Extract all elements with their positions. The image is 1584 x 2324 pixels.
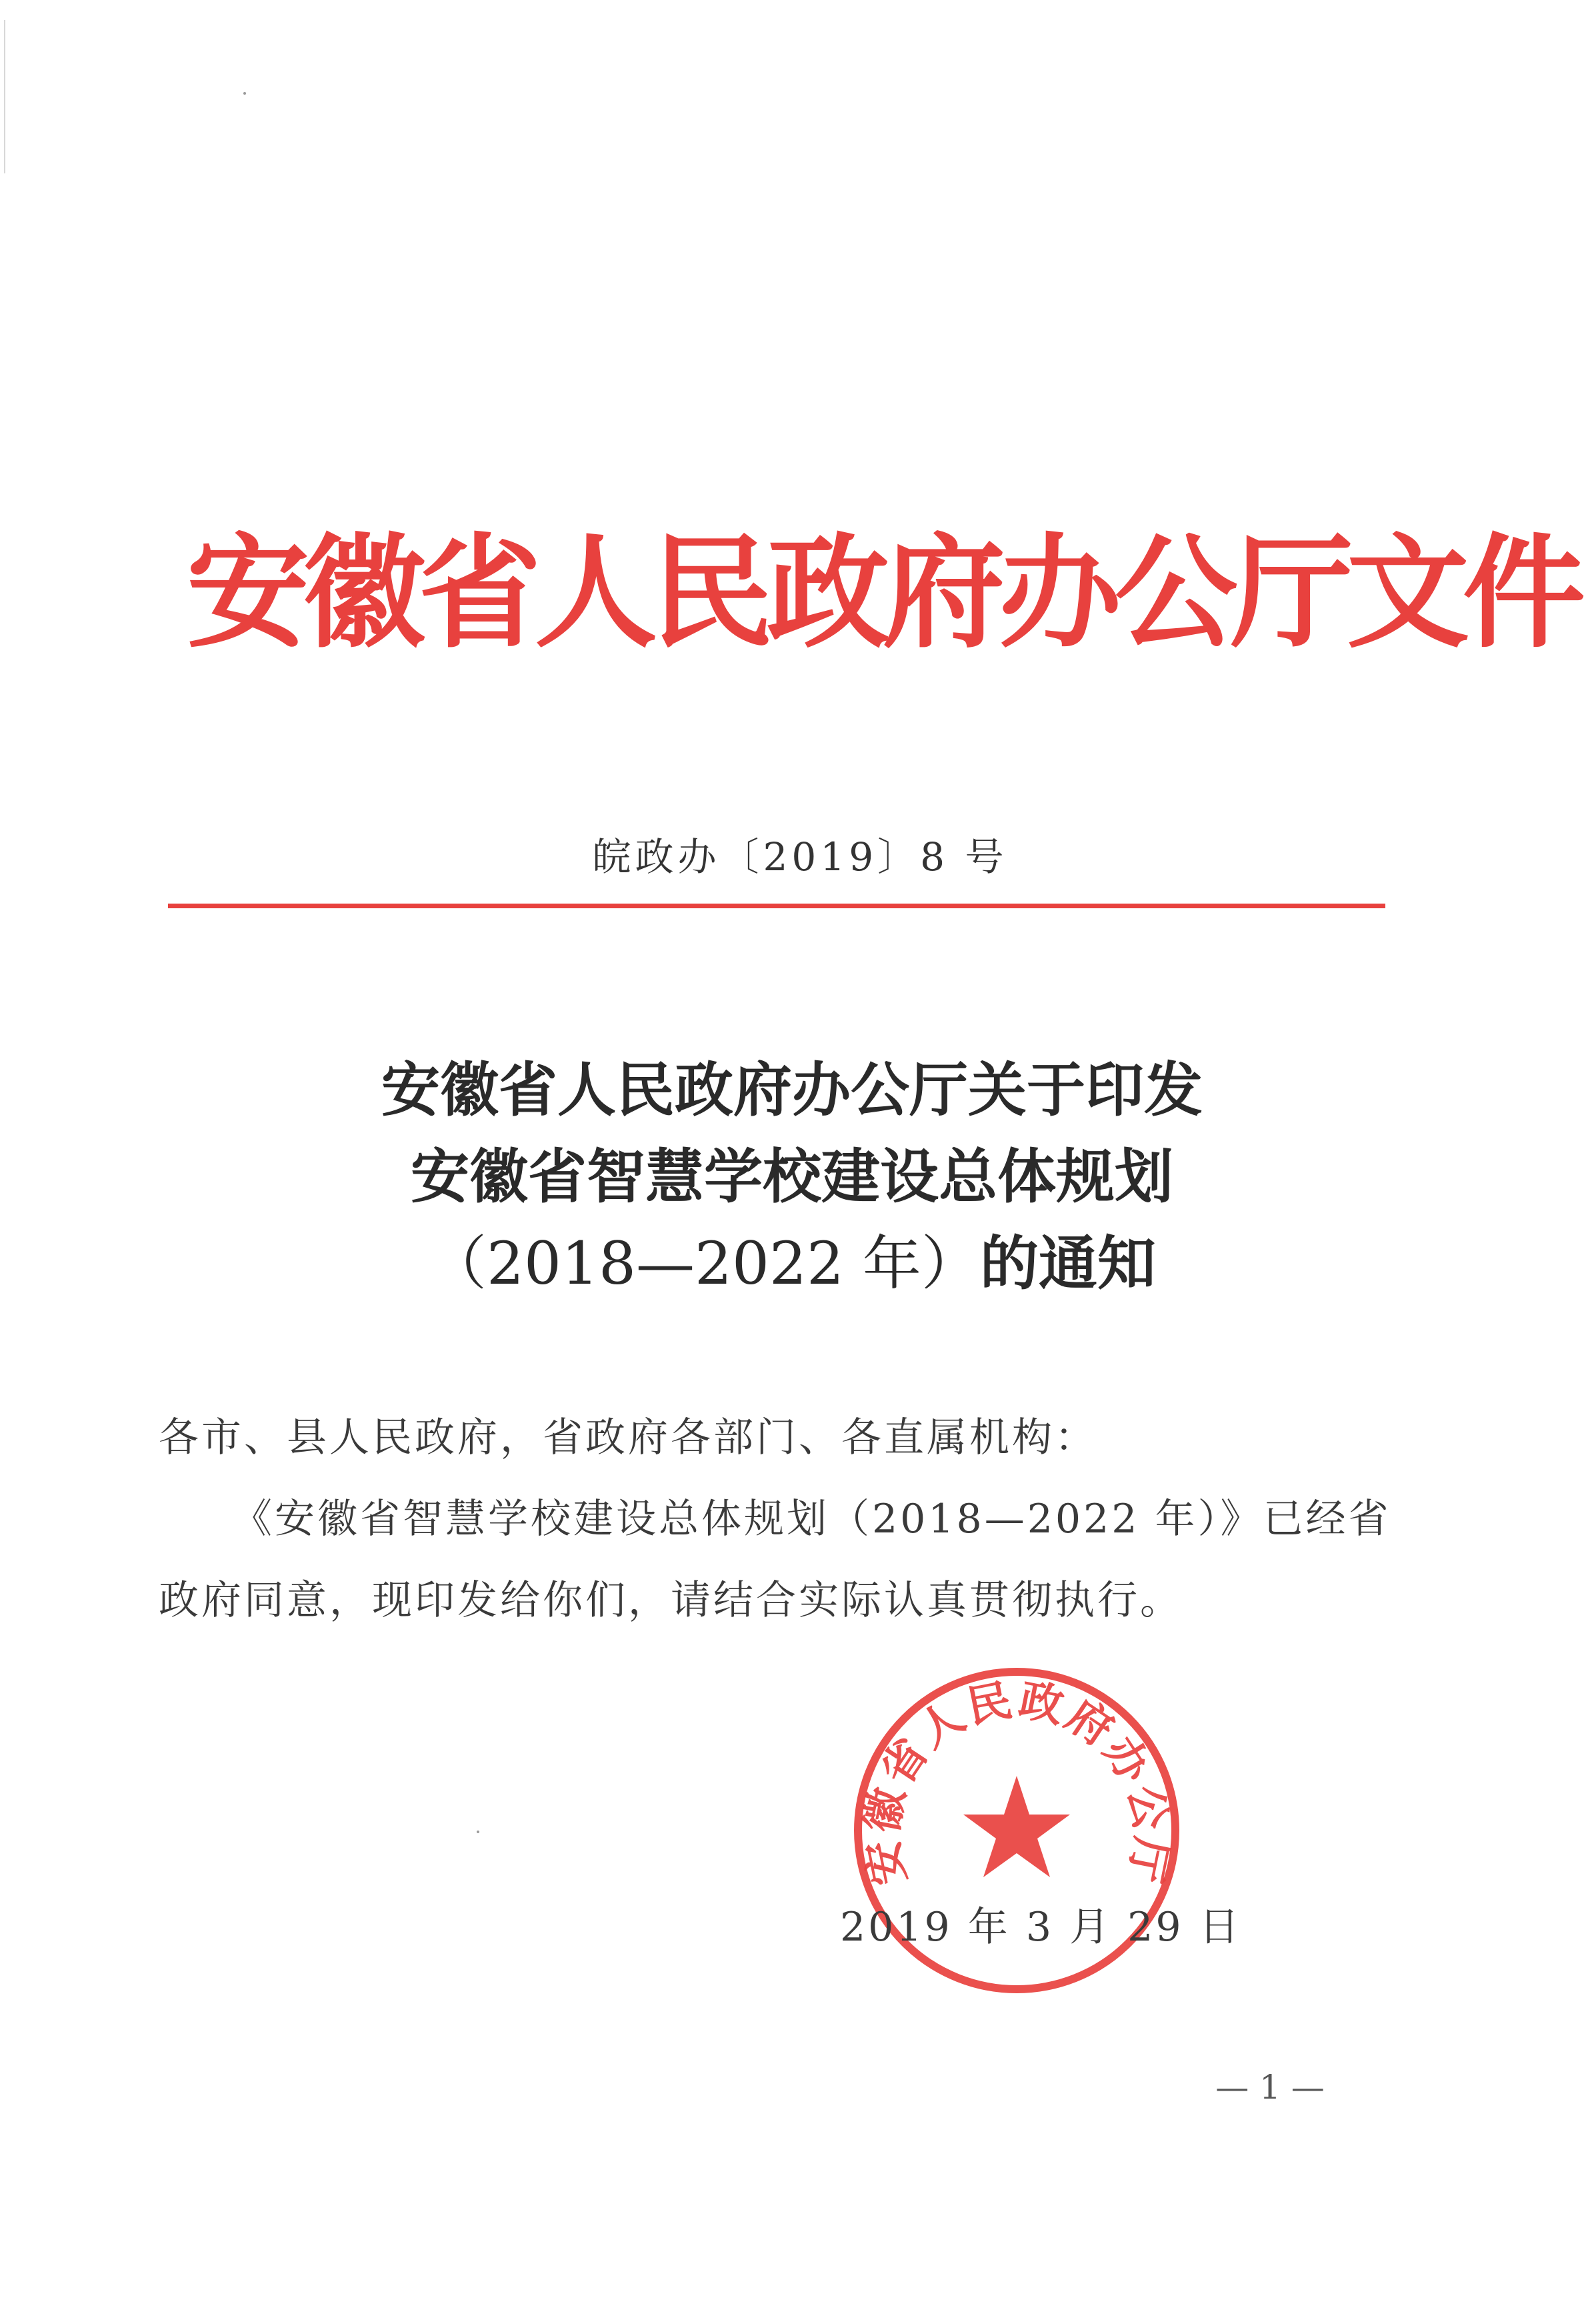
title-line-3 bbox=[200, 1220, 1384, 1307]
document-body bbox=[159, 1397, 1391, 1641]
body-paragraph-line-1: 《安徽省智慧学校建设总体规划（2018—2022 年）》已经省 bbox=[232, 1496, 1391, 1542]
scan-dust-dot bbox=[477, 1831, 479, 1833]
scan-dust-dot bbox=[243, 92, 246, 95]
masthead-title: 安徽省人民政府办公厅文件 bbox=[187, 522, 1579, 665]
recipients-line: 各市、县人民政府，省政府各部门、各直属机构： bbox=[159, 1414, 1097, 1461]
seal-text: 安徽省人民政府办公厅 bbox=[855, 1674, 1178, 1890]
title-year-range: （2018—2022 年） bbox=[428, 1229, 980, 1298]
issue-date: 2019 年 3 月 29 日 bbox=[840, 1904, 1242, 1951]
red-divider-line bbox=[168, 904, 1385, 908]
scan-edge-mark bbox=[4, 20, 5, 173]
title-line-1: 安徽省人民政府办公厅关于印发 bbox=[381, 1056, 1203, 1124]
document-number: 皖政办〔2019〕8 号 bbox=[592, 834, 1008, 880]
title-line-2: 安徽省智慧学校建设总体规划 bbox=[410, 1142, 1173, 1211]
title-line-3-suffix: 的通知 bbox=[979, 1229, 1156, 1298]
star-icon bbox=[963, 1776, 1070, 1877]
page-number: — 1 — bbox=[1215, 2068, 1325, 2107]
document-title bbox=[200, 1047, 1384, 1307]
body-paragraph-line-2: 政府同意，现印发给你们，请结合实际认真贯彻执行。 bbox=[159, 1577, 1183, 1624]
